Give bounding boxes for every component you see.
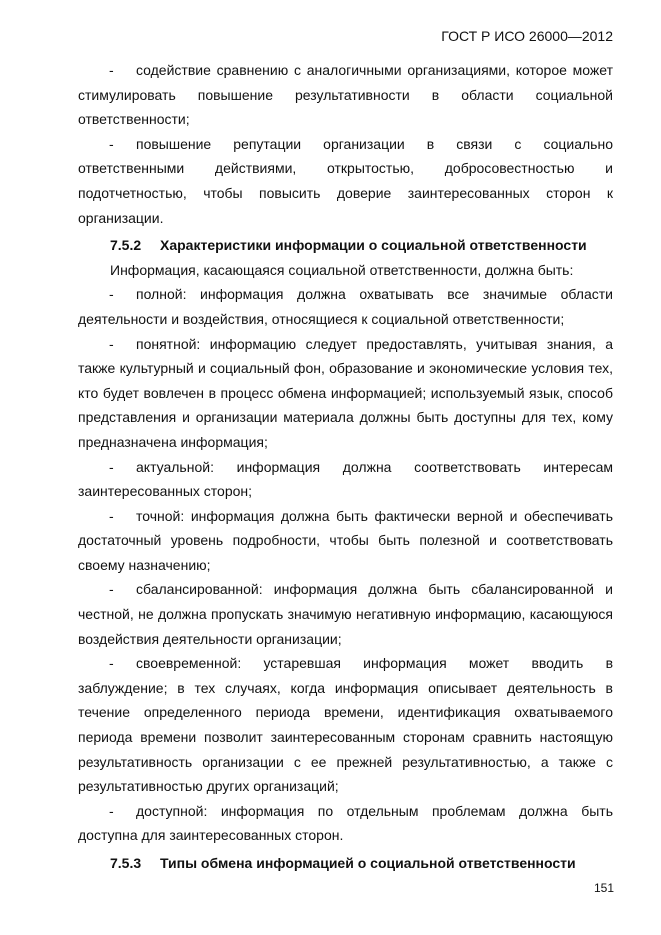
section-heading-7-5-2: [78, 233, 613, 258]
list-item-text: понятной: информацию следует предоставлять, учитывая знания, а также культурный и социальный фон, образование и экономические условия тех, кто будет вовлечен в процесс обмена информацией; используемый язык, способ представления и организации материала должны быть доступны для тех, кому предназначена информация;: [78, 335, 613, 450]
list-item: [78, 799, 613, 848]
section-number: 7.5.2: [110, 237, 142, 254]
list-item: [78, 577, 613, 651]
intro-paragraph: Информация, касающаяся социальной ответственности, должна быть:: [110, 261, 574, 278]
list-item: [78, 58, 613, 132]
list-item: [78, 332, 613, 455]
bullet-dash: -: [109, 135, 114, 152]
page-number: 151: [594, 881, 615, 895]
bullet-dash: -: [109, 335, 114, 352]
list-item: [78, 504, 613, 578]
bullet-dash: -: [109, 581, 114, 598]
list-item-text: полной: информация должна охватывать все значимые области деятельности и воздействия, относящиеся к социальной ответственности;: [78, 286, 613, 327]
list-item-text: актуальной: информация должна соответствовать интересам заинтересованных сторон;: [78, 458, 613, 500]
list-item-text: доступной: информация по отдельным проблемам должна быть доступна для заинтересованных сторон.: [78, 802, 613, 844]
list-item: [78, 282, 613, 331]
document-header: ГОСТ Р ИСО 26000—2012: [441, 28, 613, 44]
section-heading-7-5-3: [78, 851, 613, 876]
page-body: [78, 58, 613, 876]
list-item: [78, 132, 613, 230]
bullet-dash: -: [109, 507, 114, 524]
list-item-text: содействие сравнению с аналогичными организациями, которое может стимулировать повышение результативности в области социальной ответственности;: [78, 62, 613, 128]
list-item-text: своевременной: устаревшая информация может вводить в заблуждение; в тех случаях, когда информация описывает деятельность в течение определенного периода времени, идентификация охватываемого периода времени позволит заинтересованным сторонам сравнить настоящую результативность организации с ее прежней результативностью, а также с результативностью других организаций;: [78, 655, 613, 795]
list-item-text: повышение репутации организации в связи с социально ответственными действиями, открытостью, добросовестностью и подотчетностью, чтобы повысить доверие заинтересованных сторон к организации.: [78, 135, 613, 226]
bullet-dash: -: [109, 458, 114, 475]
bullet-dash: -: [109, 655, 114, 672]
bullet-dash: -: [109, 62, 114, 78]
section-title: Типы обмена информацией о социальной ответственности: [160, 855, 576, 871]
bullet-dash: -: [109, 286, 114, 303]
list-item: [78, 651, 613, 799]
list-item-text: точной: информация должна быть фактически верной и обеспечивать достаточный уровень подробности, чтобы быть полезной и соответствовать своему назначению;: [78, 507, 613, 573]
list-item-text: сбалансированной: информация должна быть сбалансированной и честной, не должна пропускать значимую негативную информацию, касающуюся воздействия деятельности организации;: [78, 581, 613, 647]
list-item: [78, 455, 613, 504]
section-number: 7.5.3: [110, 855, 142, 871]
section-title: Характеристики информации о социальной ответственности: [160, 237, 587, 254]
bullet-dash: -: [109, 802, 114, 819]
